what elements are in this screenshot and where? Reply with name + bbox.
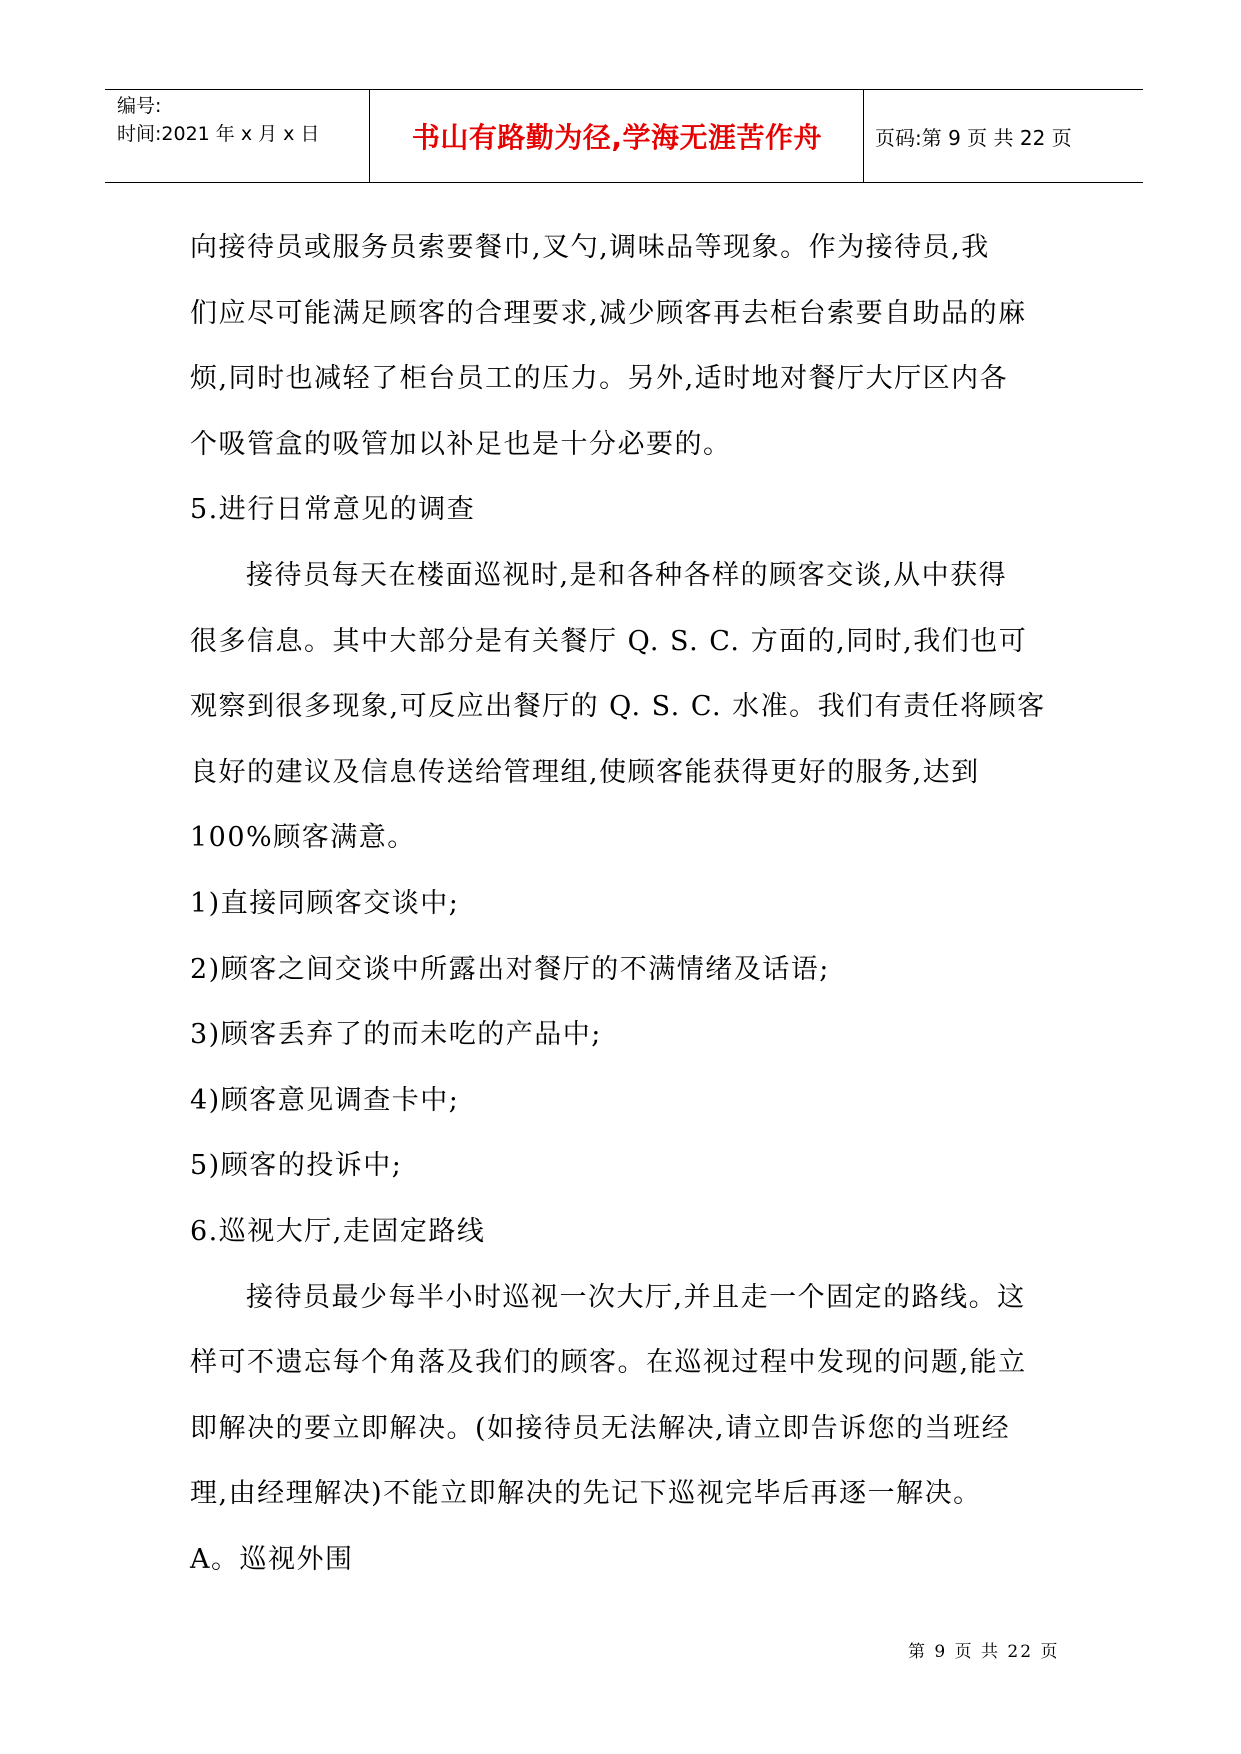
document-body [190, 215, 1060, 1592]
paragraph-line: 们应尽可能满足顾客的合理要求,减少顾客再去柜台索要自助品的麻 [190, 297, 1027, 329]
paragraph-line: 接待员最少每半小时巡视一次大厅,并且走一个固定的路线。这 [246, 1281, 1026, 1313]
subsection-heading: A。巡视外围 [190, 1543, 354, 1575]
paragraph-line: 烦,同时也减轻了柜台员工的压力。另外,适时地对餐厅大厅区内各 [190, 363, 1009, 395]
document-number-label: 编号: [117, 95, 162, 117]
header-page-number: 页码:第 9 页 共 22 页 [875, 125, 1072, 150]
paragraph-line: 理,由经理解决)不能立即解决的先记下巡视完毕后再逐一解决。 [190, 1478, 982, 1510]
paragraph-line: 向接待员或服务员索要餐巾,叉勺,调味品等现象。作为接待员,我 [190, 232, 990, 263]
header-meta [117, 92, 319, 148]
list-item: 5)顾客的投诉中; [190, 1150, 403, 1182]
list-item: 1)直接同顾客交谈中; [190, 887, 460, 919]
paragraph-line: 接待员每天在楼面巡视时,是和各种各样的顾客交谈,从中获得 [246, 559, 1008, 591]
list-item: 2)顾客之间交谈中所露出对餐厅的不满情绪及话语; [190, 953, 830, 985]
document-time-label: 时间:2021 年 x 月 x 日 [117, 123, 320, 145]
section-heading: 6.巡视大厅,走固定路线 [190, 1215, 486, 1247]
paragraph-line: 观察到很多现象,可反应出餐厅的 Q. S. C. 水准。我们有责任将顾客 [190, 691, 1046, 723]
header-divider [369, 90, 370, 182]
section-heading: 5.进行日常意见的调查 [190, 494, 476, 526]
paragraph-line: 很多信息。其中大部分是有关餐厅 Q. S. C. 方面的,同时,我们也可 [190, 625, 1028, 657]
paragraph-line: 100%顾客满意。 [190, 822, 416, 854]
header-motto: 书山有路勤为径,学海无涯苦作舟 [411, 121, 823, 154]
list-item: 4)顾客意见调查卡中; [190, 1084, 460, 1116]
list-item: 3)顾客丢弃了的而未吃的产品中; [190, 1019, 602, 1051]
document-header [105, 89, 1143, 183]
paragraph-line: 个吸管盒的吸管加以补足也是十分必要的。 [190, 428, 732, 460]
footer-page-number: 第 9 页 共 22 页 [908, 1642, 1060, 1662]
paragraph-line: 即解决的要立即解决。(如接待员无法解决,请立即告诉您的当班经 [190, 1412, 1011, 1444]
paragraph-line: 样可不遗忘每个角落及我们的顾客。在巡视过程中发现的问题,能立 [190, 1347, 1027, 1379]
header-divider [863, 90, 864, 182]
paragraph-line: 良好的建议及信息传送给管理组,使顾客能获得更好的服务,达到 [190, 756, 980, 788]
